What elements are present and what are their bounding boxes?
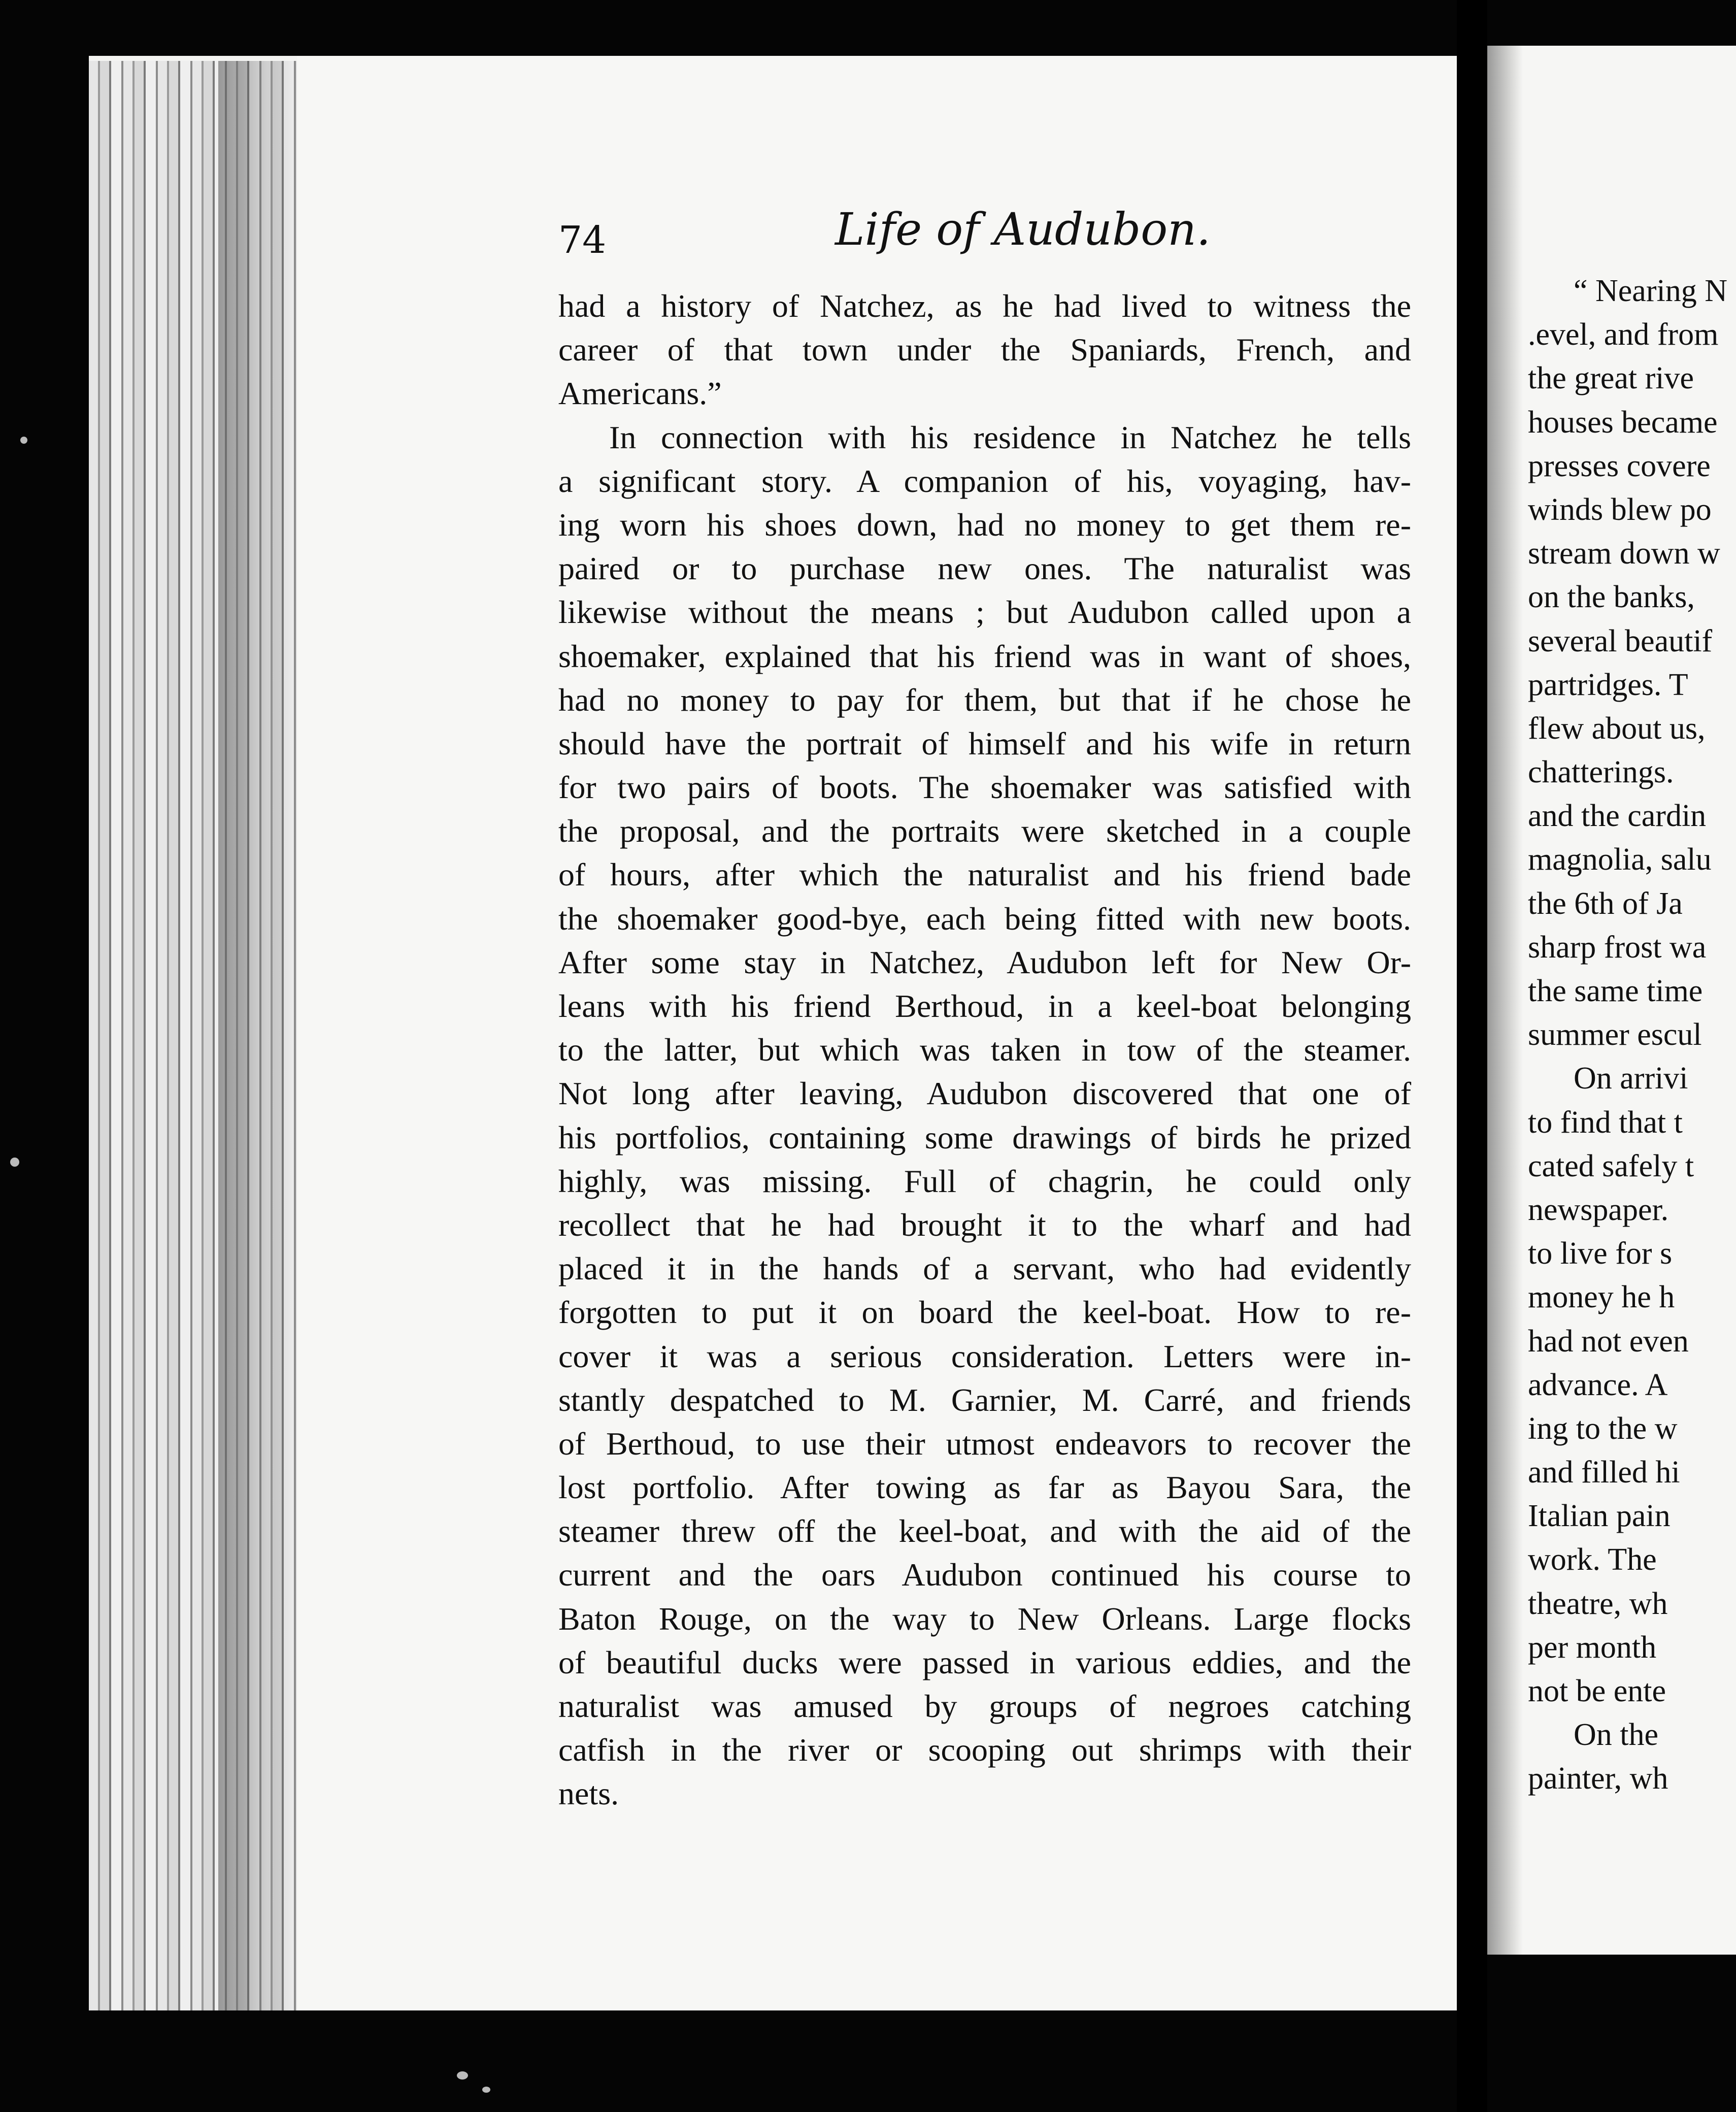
text-line: ing to the w <box>1528 1411 1678 1446</box>
text-line: work. The <box>1528 1542 1657 1577</box>
scan-speck <box>20 437 27 444</box>
text-line: had a history of Natchez, as he had lived to witness the <box>558 288 1411 324</box>
text-line: leans with his friend Berthoud, in a keel-boat belonging <box>558 988 1411 1024</box>
scan-speck <box>10 1158 19 1167</box>
right-page-shadow <box>1487 46 1523 1955</box>
right-page-body <box>1528 269 1736 1801</box>
text-line: of hours, after which the naturalist and his friend bade <box>558 856 1411 893</box>
text-line: the 6th of Ja <box>1528 886 1683 921</box>
text-line: stream down w <box>1528 536 1720 571</box>
text-line: After some stay in Natchez, Audubon left for New Or- <box>558 944 1411 980</box>
text-line: flew about us, <box>1528 711 1706 746</box>
text-line: theatre, wh <box>1528 1586 1668 1621</box>
text-line: sharp frost wa <box>1528 930 1707 965</box>
text-line: paired or to purchase new ones. The naturalist was <box>558 550 1411 587</box>
text-line: newspaper. <box>1528 1192 1669 1227</box>
text-line: “ Nearing N <box>1574 274 1727 308</box>
text-line: to live for s <box>1528 1236 1673 1271</box>
text-line: highly, was missing. Full of chagrin, he could only <box>558 1163 1411 1199</box>
text-line: not be ente <box>1528 1674 1666 1708</box>
text-line: on the banks, <box>1528 580 1695 615</box>
text-line: On arrivi <box>1574 1061 1688 1096</box>
text-line: Not long after leaving, Audubon discovered that one of <box>558 1075 1411 1112</box>
text-line: catfish in the river or scooping out shrimps with their <box>558 1732 1411 1768</box>
text-line: Americans.” <box>558 375 722 412</box>
text-line: of beautiful ducks were passed in various eddies, and the <box>558 1644 1411 1680</box>
text-line: the great rive <box>1528 361 1694 396</box>
text-line: shoemaker, explained that his friend was in want of shoes, <box>558 638 1411 674</box>
text-line: chatterings. <box>1528 755 1674 790</box>
text-line: nets. <box>558 1775 619 1812</box>
text-line: of Berthoud, to use their utmost endeavors to recover the <box>558 1425 1411 1462</box>
text-line: current and the oars Audubon continued his course to <box>558 1557 1411 1593</box>
text-line: painter, wh <box>1528 1761 1668 1796</box>
text-line: the shoemaker good-bye, each being fitted with new boots. <box>558 900 1411 937</box>
text-line: and filled hi <box>1528 1455 1680 1490</box>
text-line: placed it in the hands of a servant, who had evidently <box>558 1250 1411 1287</box>
scan-speck <box>482 2087 490 2093</box>
text-line: steamer threw off the keel-boat, and with the aid of the <box>558 1513 1411 1549</box>
text-line: should have the portrait of himself and his wife in return <box>558 725 1411 762</box>
text-line: In connection with his residence in Natchez he tells <box>609 419 1411 455</box>
text-line: lost portfolio. After towing as far as Bayou Sara, the <box>558 1469 1411 1506</box>
text-line: cated safely t <box>1528 1148 1694 1183</box>
scan-speck <box>457 2071 468 2080</box>
text-line: had not even <box>1528 1324 1689 1359</box>
text-line: his portfolios, containing some drawings of birds he prized <box>558 1119 1411 1156</box>
text-line: per month <box>1528 1630 1657 1665</box>
text-line: presses covere <box>1528 448 1711 483</box>
page-number: 74 <box>558 218 607 262</box>
book-gutter <box>1457 0 1487 2112</box>
text-line: career of that town under the Spaniards, French, and <box>558 332 1411 368</box>
text-line: to find that t <box>1528 1105 1683 1140</box>
text-line: .evel, and from <box>1528 317 1719 352</box>
text-line: recollect that he had brought it to the wharf and had <box>558 1206 1411 1243</box>
text-line: Baton Rouge, on the way to New Orleans. Large flocks <box>558 1600 1411 1637</box>
text-line: stantly despatched to M. Garnier, M. Carré, and friends <box>558 1381 1411 1418</box>
page-header <box>558 203 1421 269</box>
text-line: to the latter, but which was taken in tow of the steamer. <box>558 1032 1411 1068</box>
text-line: money he h <box>1528 1280 1675 1315</box>
text-line: advance. A <box>1528 1367 1668 1402</box>
text-line: naturalist was amused by groups of negroes catching <box>558 1688 1411 1724</box>
text-line: several beautif <box>1528 623 1713 658</box>
text-line: winds blew po <box>1528 492 1712 527</box>
page-edges-shadow <box>218 61 299 2010</box>
text-line: houses became <box>1528 405 1718 440</box>
text-line: On the <box>1574 1718 1659 1753</box>
left-page-body <box>558 284 1411 1816</box>
text-line: for two pairs of boots. The shoemaker was satisfied with <box>558 769 1411 806</box>
text-line: the proposal, and the portraits were sketched in a couple <box>558 813 1411 849</box>
text-line: Italian pain <box>1528 1499 1671 1534</box>
text-line: magnolia, salu <box>1528 842 1712 877</box>
text-line: the same time <box>1528 974 1703 1008</box>
text-line: summer escul <box>1528 1017 1702 1052</box>
text-line: forgotten to put it on board the keel-boat. How to re- <box>558 1294 1411 1331</box>
text-line: ing worn his shoes down, had no money to get them re- <box>558 506 1411 543</box>
text-line: likewise without the means ; but Audubon called upon a <box>558 594 1411 631</box>
text-line: had no money to pay for them, but that if he chose he <box>558 681 1411 718</box>
running-head: Life of Audubon. <box>835 203 1211 255</box>
text-line: partridges. T <box>1528 667 1688 702</box>
text-line: cover it was a serious consideration. Letters were in- <box>558 1338 1411 1374</box>
text-line: and the cardin <box>1528 799 1707 834</box>
text-line: a significant story. A companion of his, voyaging, hav- <box>558 463 1411 499</box>
